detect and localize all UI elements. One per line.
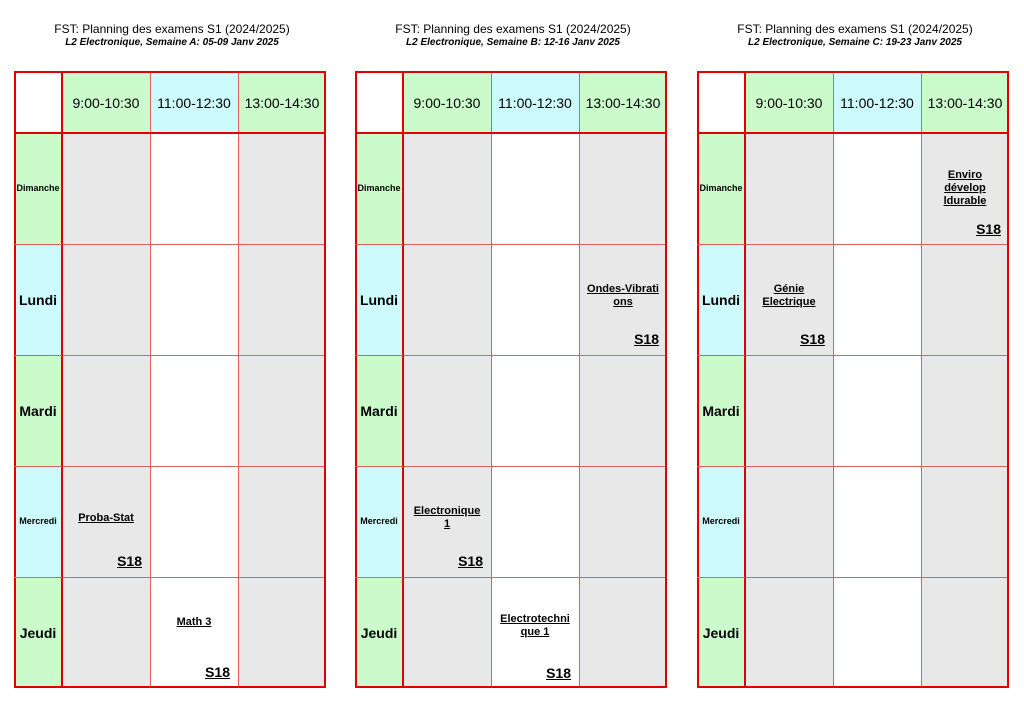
schedule-cell <box>745 466 833 577</box>
schedule-cell <box>921 466 1009 577</box>
exam-title: Math 3 <box>176 616 212 628</box>
grid-line <box>745 466 1009 467</box>
day-header <box>355 133 403 244</box>
day-label: Mardi <box>702 402 740 419</box>
day-label: Mercredi <box>360 516 398 526</box>
time-slot-label: 9:00-10:30 <box>755 95 823 111</box>
exam-room: S18 <box>458 553 483 569</box>
panel-title: FST: Planning des examens S1 (2024/2025) <box>737 22 973 36</box>
day-label: Lundi <box>18 291 58 308</box>
schedule-cell <box>238 577 326 688</box>
day-header <box>697 244 745 355</box>
grid-line <box>579 71 580 688</box>
time-slot-label: 9:00-10:30 <box>413 95 481 111</box>
grid-line <box>403 355 667 356</box>
day-label: Jeudi <box>702 624 740 641</box>
day-label: Mardi <box>360 402 398 419</box>
grid-line <box>697 355 745 356</box>
time-slot-header <box>921 71 1009 133</box>
day-header <box>14 577 62 688</box>
schedule-cell <box>150 244 238 355</box>
grid-line <box>697 466 745 467</box>
schedule-cell <box>62 244 150 355</box>
day-header <box>697 355 745 466</box>
schedule-panel <box>355 0 671 724</box>
time-slot-header <box>403 71 491 133</box>
schedule-cell <box>833 244 921 355</box>
schedule-cell <box>150 355 238 466</box>
schedule-panel <box>697 0 1013 724</box>
grid-line <box>745 244 1009 245</box>
exam-room: S18 <box>634 331 659 347</box>
grid-border <box>665 71 667 688</box>
day-header <box>14 355 62 466</box>
panel-title: FST: Planning des examens S1 (2024/2025) <box>54 22 290 36</box>
grid-line <box>491 71 492 688</box>
grid-line <box>697 244 745 245</box>
day-label: Dimanche <box>357 183 401 193</box>
schedule-cell <box>491 133 579 244</box>
schedule-cell <box>403 133 491 244</box>
schedule-cell <box>833 355 921 466</box>
day-header <box>355 355 403 466</box>
day-label: Lundi <box>359 291 399 308</box>
time-slot-header <box>491 71 579 133</box>
schedule-cell <box>579 466 667 577</box>
schedule-cell <box>403 577 491 688</box>
schedule-cell <box>238 244 326 355</box>
grid-border <box>697 71 699 688</box>
header-corner <box>355 71 403 133</box>
day-label: Lundi <box>701 291 741 308</box>
grid-line <box>14 466 62 467</box>
schedule-cell <box>745 577 833 688</box>
time-slot-label: 9:00-10:30 <box>72 95 140 111</box>
schedule-cell <box>62 355 150 466</box>
schedule-cell <box>833 577 921 688</box>
panel-subtitle: L2 Electronique, Semaine A: 05-09 Janv 2025 <box>65 37 279 48</box>
exam-room: S18 <box>205 664 230 680</box>
schedule-cell <box>921 244 1009 355</box>
time-slot-label: 11:00-12:30 <box>498 95 572 111</box>
time-slot-header <box>62 71 150 133</box>
schedule-cell <box>238 466 326 577</box>
time-slot-header <box>238 71 326 133</box>
schedule-cell <box>150 133 238 244</box>
schedule-cell <box>62 133 150 244</box>
day-label: Jeudi <box>19 624 57 641</box>
exam-title: Electronique 1 <box>413 505 481 530</box>
panel-subtitle: L2 Electronique, Semaine C: 19-23 Janv 2025 <box>748 37 962 48</box>
grid-line <box>62 466 326 467</box>
grid-line <box>355 466 403 467</box>
schedule-cell <box>403 355 491 466</box>
schedule-cell <box>579 133 667 244</box>
time-slot-header <box>150 71 238 133</box>
exam-room: S18 <box>117 553 142 569</box>
grid-border <box>1007 71 1009 688</box>
schedule-cell <box>833 133 921 244</box>
grid-border <box>697 132 1009 134</box>
day-header <box>355 244 403 355</box>
schedule-cell <box>62 577 150 688</box>
time-slot-label: 13:00-14:30 <box>927 95 1003 111</box>
day-label: Jeudi <box>360 624 398 641</box>
exam-room: S18 <box>800 331 825 347</box>
schedule-cell <box>833 466 921 577</box>
header-corner <box>697 71 745 133</box>
day-label: Mercredi <box>702 516 740 526</box>
grid-border <box>14 71 16 688</box>
grid-line <box>697 577 745 578</box>
grid-line <box>14 355 62 356</box>
day-header <box>355 466 403 577</box>
panel-subtitle: L2 Electronique, Semaine B: 12-16 Janv 2025 <box>406 37 620 48</box>
exam-title: Enviro dévelop ldurable <box>943 169 987 207</box>
time-slot-header <box>579 71 667 133</box>
grid-border <box>402 71 404 688</box>
grid-border <box>355 71 357 688</box>
day-header <box>14 466 62 577</box>
panel-title: FST: Planning des examens S1 (2024/2025) <box>395 22 631 36</box>
grid-line <box>62 244 326 245</box>
exam-title: Proba-Stat <box>78 511 134 524</box>
day-label: Mercredi <box>19 516 57 526</box>
exam-grid <box>355 71 669 688</box>
grid-line <box>403 577 667 578</box>
exam-room: S18 <box>976 221 1001 237</box>
day-label: Mardi <box>19 402 57 419</box>
exam-title: Génie Electrique <box>762 283 816 308</box>
exam-title: Electrotechni que 1 <box>500 613 570 638</box>
grid-line <box>833 71 834 688</box>
grid-line <box>62 577 326 578</box>
grid-line <box>150 71 151 688</box>
grid-line <box>355 355 403 356</box>
day-label: Dimanche <box>699 183 743 193</box>
schedule-cell <box>921 355 1009 466</box>
schedule-cell <box>579 355 667 466</box>
time-slot-header <box>833 71 921 133</box>
schedule-panel <box>14 0 330 724</box>
grid-line <box>238 71 239 688</box>
grid-line <box>14 577 62 578</box>
exam-grid <box>14 71 328 688</box>
schedule-cell <box>238 355 326 466</box>
day-label: Dimanche <box>16 183 60 193</box>
day-header <box>697 577 745 688</box>
grid-border <box>355 132 667 134</box>
day-header <box>14 133 62 244</box>
time-slot-label: 13:00-14:30 <box>244 95 320 111</box>
schedule-cell <box>491 355 579 466</box>
header-corner <box>14 71 62 133</box>
schedule-cell <box>238 133 326 244</box>
grid-line <box>62 355 326 356</box>
exam-room: S18 <box>546 665 571 681</box>
grid-line <box>745 355 1009 356</box>
grid-line <box>921 71 922 688</box>
schedule-cell <box>150 466 238 577</box>
day-header <box>355 577 403 688</box>
time-slot-label: 11:00-12:30 <box>157 95 231 111</box>
grid-line <box>355 577 403 578</box>
time-slot-header <box>745 71 833 133</box>
time-slot-label: 11:00-12:30 <box>840 95 914 111</box>
exam-title: Ondes-Vibrati ons <box>587 283 659 308</box>
schedule-cell <box>491 244 579 355</box>
time-slot-label: 13:00-14:30 <box>585 95 661 111</box>
grid-line <box>403 244 667 245</box>
grid-line <box>355 244 403 245</box>
schedule-cell <box>491 466 579 577</box>
grid-line <box>745 577 1009 578</box>
grid-border <box>61 71 63 688</box>
schedule-cell <box>579 577 667 688</box>
day-header <box>697 466 745 577</box>
exam-grid <box>697 71 1011 688</box>
grid-border <box>744 71 746 688</box>
schedule-cell <box>403 244 491 355</box>
grid-border <box>324 71 326 688</box>
day-header <box>697 133 745 244</box>
schedule-cell <box>745 355 833 466</box>
day-header <box>14 244 62 355</box>
grid-border <box>14 132 326 134</box>
grid-line <box>403 466 667 467</box>
schedule-cell <box>745 133 833 244</box>
grid-line <box>14 244 62 245</box>
schedule-cell <box>921 577 1009 688</box>
